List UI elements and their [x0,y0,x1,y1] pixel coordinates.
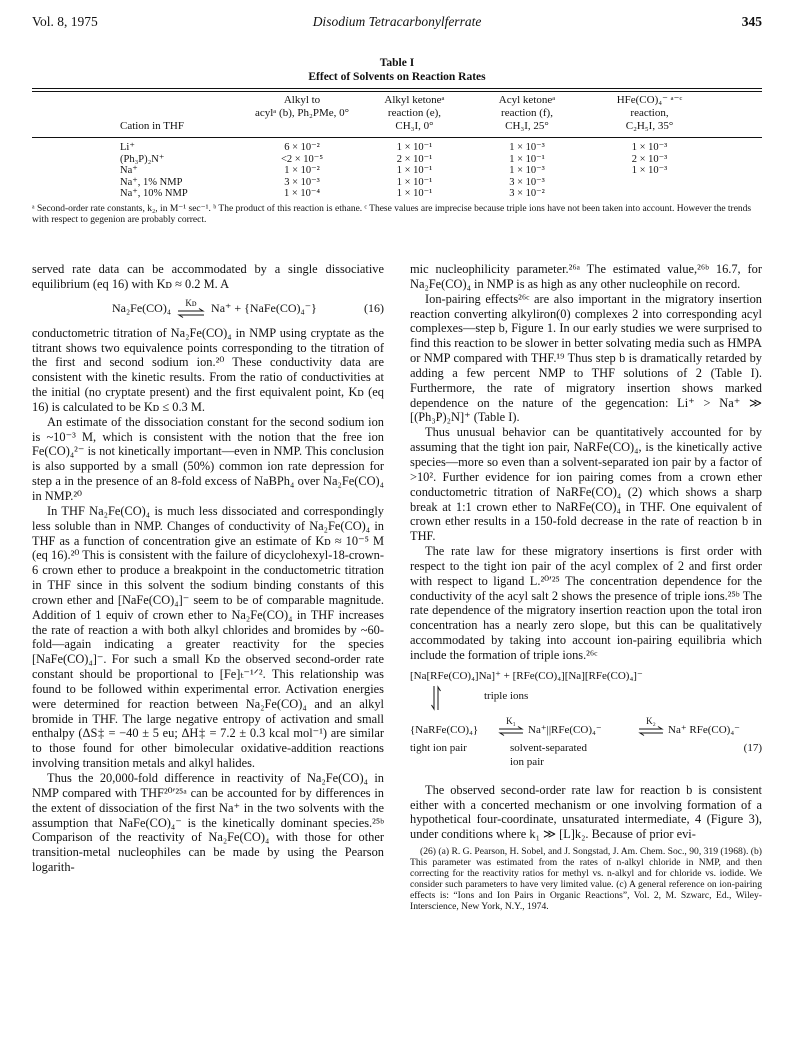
eq16-number: (16) [364,301,384,316]
references [410,846,762,912]
eq16-constant: Kᴅ [185,298,197,309]
running-title: Disodium Tetracarbonylferrate [312,14,482,29]
left-column [32,262,384,875]
paragraph: conductometric titration of Na₂Fe(CO)₄ in NMP using cryptate as the titrant shows two equivalence points corresponding to the titration of the first and second sodium ion.²⁰ These conductivity data are consistent with the kinetic results. From the ratio of conductivities at the initial (no cryptate present) and the first equivalent point, Kᴅ (eq 16) is calculated to be Kᴅ ≤ 0.3 M. [32,325,384,414]
table-top-rule [32,88,762,89]
reference-26: (26) (a) R. G. Pearson, H. Sobel, and J. Songstad, J. Am. Chem. Soc., 90, 319 (1968). (b) This parameter was estimated from the rates of n-alkyl chloride in NMP, and then correcting for the reactivity ratios for methyl vs. n-alkyl and for chloride vs. iodide. We consider such parameters to have very limited value. (c) A general reference on ion-pairing effects is: “Ions and Ion Pairs in Organic Reactions”, Vol. 2, M. Szwarc, Ed., Wiley-Interscience, New York, N.Y., 1974. [410,846,762,913]
scheme-triple-ion-species: [Na[RFe(CO)₄]Na]⁺ + [RFe(CO)₄][Na][RFe(CO)₄]⁻ [410,669,643,682]
paragraph: The rate law for these migratory insertions is first order with respect to the tight ion pair of the acyl complex of 2 and first order with respect to ligand L.²⁰ʹ²⁵ The concentration dependence for the conductivity of the acyl salt 2 shows the presence of triple ions.²⁵ᵇ The rate dependence of the migratory insertion reaction upon the total iron concentration has a nearly zero slope, but this can be qualitatively accommodated by taking into account ion-pairing equilibria which include the formation of triple ions.²⁶ᶜ [410,544,762,662]
scheme-tight-label: tight ion pair [410,741,467,754]
scheme-separated-species: Na⁺||RFe(CO)₄⁻ [528,723,602,736]
table-row: Na⁺ 1 × 10⁻² 1 × 10⁻¹ 1 × 10⁻³ 1 × 10⁻³ [120,165,668,176]
table-row: Na⁺, 10% NMP 1 × 10⁻⁴ 1 × 10⁻¹ 3 × 10⁻² [120,188,545,199]
paragraph: An estimate of the dissociation constant for the second sodium ion is ~10⁻³ M, which is consistent with the notion that the free ion Fe(CO)₄²⁻ is not kinetically important—even in NMP. This conclusion is also supported by a small (50%) common ion rate depression for step a in the presence of an 8-fold excess of NaBPh₄ over Na₂Fe(CO)₄ in NMP.²⁰ [32,414,384,503]
table-title: Effect of Solvents on Reaction Rates [308,71,486,83]
vertical-equilibrium-arrow-icon [430,685,442,716]
table-footnote: ᵃ Second-order rate constants, k₂, in M⁻¹ sec⁻¹. ᵇ The product of this reaction is ethane. ᶜ These values are imprecise because triple ions have not been taken into account. However the trends with respect to gegenion are probably correct. [32,203,752,225]
col-header-alkyl-ketone: Alkyl ketoneᵃ reaction (e), CH₃I, 0° [384,94,445,132]
running-header [32,14,762,36]
scheme-separated-label: solvent-separated [510,741,587,754]
equation-17-scheme [410,667,762,777]
paragraph: Thus the 20,000-fold difference in reactivity of Na₂Fe(CO)₄ in NMP compared with THF²⁰ʹ²⁵ᵃ can be accounted for by differences in the extent of dissociation of the first Na⁺ in the two solvents with the assumption that NaFe(CO)₄⁻ is the kinetically dominant species.²⁵ᵇ Comparison of the reactivity of Na₂Fe(CO)₄ with those for other transition-metal nucleophiles can be made by using the Pearson logarith- [32,771,384,875]
paragraph: Ion-pairing effects²⁶ᶜ are also important in the migratory insertion reaction converting alkyliron(0) complexes 2 into corresponding acyl complexes—step b, Figure 1. In our early studies we were surprised to find this reaction to be slower in better solvating media such as HMPA or NMP compared with THF.¹⁹ Thus step b is dramatically retarded by adding a few percent NMP to THF solutions of 2 (Table I). Furthermore, the rate of migratory insertion shows marked dependence on the nature of the gegencation: Li⁺ > Na⁺ ≫ [(Ph₃P)₂N]⁺ (Table I). [410,291,762,425]
col-header-cation: Cation in THF [120,120,184,132]
table-header-row [32,92,762,137]
scheme-separated-label-2: ion pair [510,755,544,768]
paragraph: mic nucleophilicity parameter.²⁶ᵃ The estimated value,²⁶ᵇ 16.7, for Na₂Fe(CO)₄ in NMP is as high as any other nucleophile on record. [410,262,762,291]
rates-table [32,88,762,226]
table-row: (Ph₃P)₂N⁺ <2 × 10⁻⁵ 2 × 10⁻¹ 1 × 10⁻¹ 2 × 10⁻³ [120,153,668,165]
table-label: Table I [379,57,415,69]
scheme-k1-arrow-icon: K₁ [498,714,524,736]
equilibrium-arrow-icon [177,299,205,318]
paragraph: served rate data can be accommodated by a single dissociative equilibrium (eq 16) with Kᴅ ≈ 0.2 M. A [32,262,384,291]
journal-volume: Vol. 8, 1975 [32,14,98,29]
paragraph: The observed second-order rate law for reaction b is consistent either with a concerted mechanism or one involving formation of a hypothetical four-coordinate, unsaturated intermediate, 4 (Figure 3), under conditions where k₁ ≫ [L]k₂. Because of prior evi- [410,782,762,842]
page-number: 345 [741,14,762,29]
scheme-triple-label: triple ions [484,689,529,702]
table-row: Na⁺, 1% NMP 3 × 10⁻³ 1 × 10⁻¹ 3 × 10⁻³ [120,176,545,188]
table-caption [32,56,762,84]
table-body [32,138,762,200]
right-column [410,262,762,912]
equation-16 [32,292,384,326]
paragraph: Thus unusual behavior can be quantitatively accounted for by assuming that the tight ion pair, NaRFe(CO)₄, is the kinetically active species—more so even than a solvent-separated ion pair by a factor of >10². Further evidence for ion pairing comes from a crown ether conductometric titration of NaRFe(CO)₄ (2) which shows a sharp break at 1:1 crown ether to NaRFe(CO)₄ in THF. One equivalent of crown ether results in a 150-fold decrease in the rate of reaction b in THF. [410,425,762,544]
col-header-alkyl-to-acyl: Alkyl to acylᵃ (b), Ph₂PMe, 0° [254,94,350,119]
table-row: Li⁺ 6 × 10⁻² 1 × 10⁻¹ 1 × 10⁻³ 1 × 10⁻³ [120,142,668,153]
scheme-free-species: Na⁺ RFe(CO)₄⁻ [668,723,740,736]
col-header-acyl-ketone: Acyl ketoneᵃ reaction (f), CH₃I, 25° [498,94,556,132]
eq16-rhs: Na⁺ + {NaFe(CO)₄⁻} [211,301,317,316]
paragraph: In THF Na₂Fe(CO)₄ is much less dissociated and correspondingly less soluble than in NMP. Changes of conductivity of Na₂Fe(CO)₄ in THF as a function of concentration give an estimate of Kᴅ ≈ 10⁻⁵ M (eq 16).²⁰ This is consistent with the failure of dicyclohexyl-18-crown-6 crown ether to produce a breakpoint in the conductometric titration in THF since in this solvent the sodium binding constants of this crown ether and [NaFe(CO)₄]⁻ seem to be of comparable magnitude. Addition of 1 equiv of crown ether to Na₂Fe(CO)₄ in THF increases the rate of reaction a with both alkyl chlorides and bromides by ~60-fold—again indicating a greater reactivity for the species [NaFe(CO)₄]⁻. For such a small Kᴅ the observed second-order rate constant should be proportional to [Fe]ₜ⁻¹ᐟ². This relationship was found to be followed within experimental error. Activation energies were determined for reaction between Na₂Fe(CO)₄ and an alkyl bromide in THF. The large negative entropy of activation and small enthalpy (ΔS‡ = −40 ± 5 eu; ΔH‡ = 7.2 ± 0.3 kcal mol⁻¹) are similar to those found for other bimolecular oxidative-addition reactions involving transition metals and alkyl halides. [32,503,384,771]
scheme-tight-species: {NaRFe(CO)₄} [410,723,479,736]
eq16-lhs: Na₂Fe(CO)₄ [112,301,172,316]
eq17-number: (17) [743,741,762,754]
col-header-hfeco4: HFe(CO)₄⁻ ᵃ⁻ᶜ reaction, C₂H₅I, 35° [616,94,683,132]
scheme-k2-arrow-icon: K₂ [638,714,664,736]
